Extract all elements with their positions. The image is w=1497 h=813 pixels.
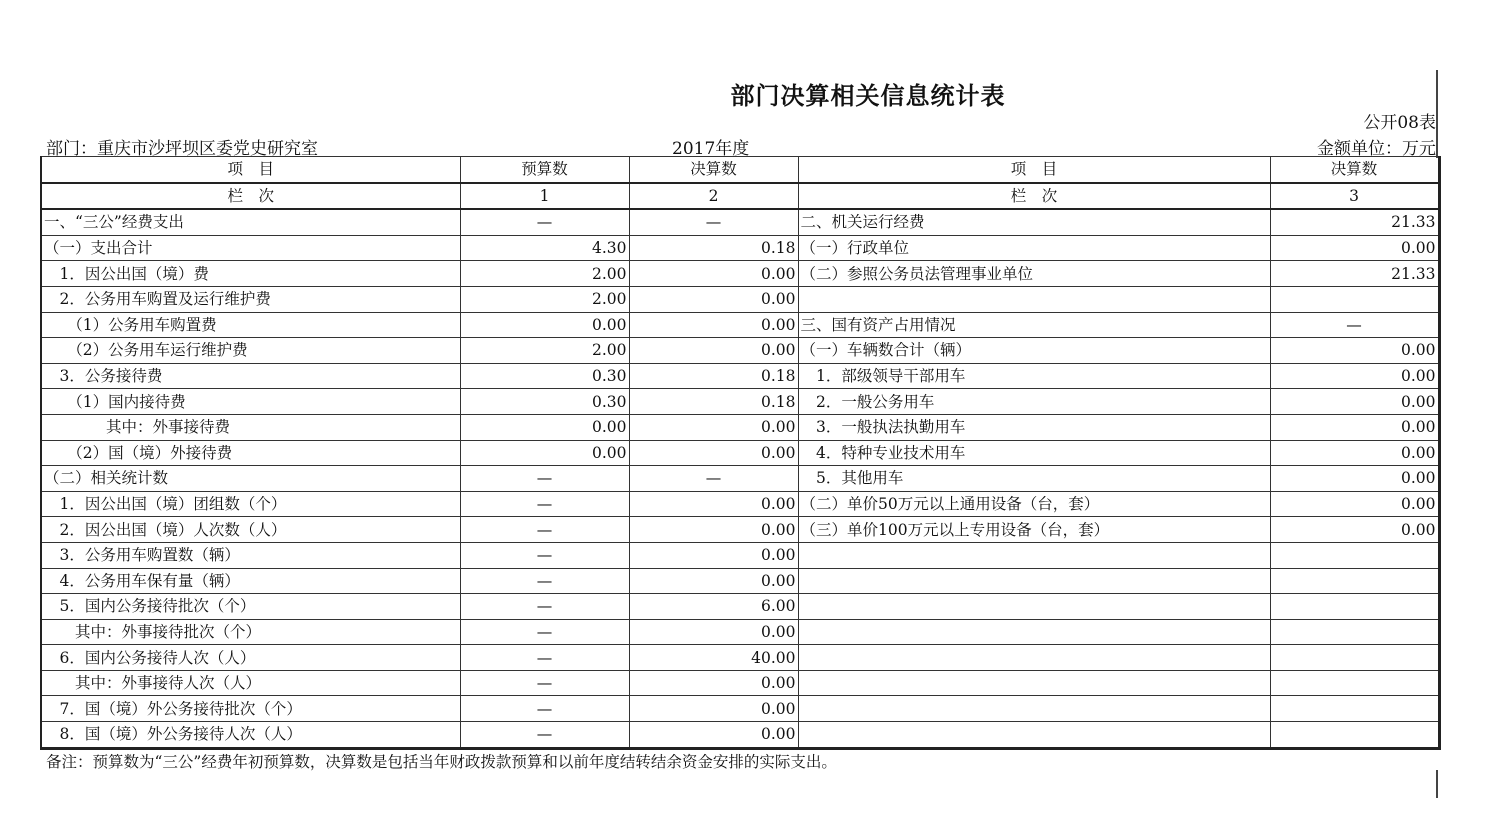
row-final-right (1270, 568, 1439, 594)
table-row (41, 619, 1439, 645)
row-item-left: 5．国内公务接待批次（个） (41, 594, 460, 620)
table-row (41, 209, 1439, 235)
row-item-right: 5．其他用车 (798, 466, 1270, 492)
row-item-left: （一）支出合计 (41, 235, 460, 261)
row-item-right: （三）单价100万元以上专用设备（台，套） (798, 517, 1270, 543)
row-item-right (798, 670, 1270, 696)
row-item-right (798, 696, 1270, 722)
row-budget: 0.30 (460, 389, 629, 415)
header-item-right: 项 目 (798, 157, 1270, 183)
table-row (41, 312, 1439, 338)
form-code: 公开08表 (1363, 113, 1436, 133)
row-item-right: （二）参照公务员法管理事业单位 (798, 261, 1270, 287)
row-final-left: 40.00 (629, 645, 798, 671)
row-item-left: 2．公务用车购置及运行维护费 (41, 286, 460, 312)
row-budget: — (460, 209, 629, 235)
row-final-left: 0.00 (629, 312, 798, 338)
header-item-left: 项 目 (41, 157, 460, 183)
row-budget: — (460, 696, 629, 722)
row-final-right (1270, 286, 1439, 312)
subheader-col-label-right: 栏 次 (798, 183, 1270, 210)
table-row (41, 286, 1439, 312)
row-item-left: （1）国内接待费 (41, 389, 460, 415)
row-budget: — (460, 517, 629, 543)
department-label: 部门：重庆市沙坪坝区委党史研究室 (46, 139, 318, 159)
row-item-right: 三、国有资产占用情况 (798, 312, 1270, 338)
row-final-right: 0.00 (1270, 491, 1439, 517)
row-final-left: 0.00 (629, 338, 798, 364)
row-final-right (1270, 670, 1439, 696)
table-row (41, 389, 1439, 415)
row-item-left: 3．公务用车购置数（辆） (41, 542, 460, 568)
row-final-left: 0.00 (629, 491, 798, 517)
table-row (41, 568, 1439, 594)
table-row (41, 466, 1439, 492)
row-budget: 2.00 (460, 286, 629, 312)
row-item-right: 1．部级领导干部用车 (798, 363, 1270, 389)
table-row (41, 491, 1439, 517)
row-final-right (1270, 619, 1439, 645)
table-row (41, 696, 1439, 722)
row-final-left: 0.00 (629, 286, 798, 312)
row-final-left: 0.00 (629, 670, 798, 696)
row-item-left: 1．因公出国（境）费 (41, 261, 460, 287)
table-row (41, 670, 1439, 696)
subheader-c3: 3 (1270, 183, 1439, 210)
row-budget: — (460, 670, 629, 696)
row-final-right: 0.00 (1270, 466, 1439, 492)
row-final-right: — (1270, 312, 1439, 338)
row-item-left: 一、“三公”经费支出 (41, 209, 460, 235)
row-final-right: 0.00 (1270, 363, 1439, 389)
table-row (41, 722, 1439, 749)
row-item-right: （一）车辆数合计（辆） (798, 338, 1270, 364)
row-final-right: 0.00 (1270, 440, 1439, 466)
row-final-right (1270, 722, 1439, 749)
row-final-right: 0.00 (1270, 414, 1439, 440)
row-final-left: 0.00 (629, 722, 798, 749)
table-row (41, 440, 1439, 466)
row-final-left: — (629, 209, 798, 235)
table-row (41, 594, 1439, 620)
row-final-right: 21.33 (1270, 209, 1439, 235)
row-final-left: 0.18 (629, 389, 798, 415)
table-row (41, 363, 1439, 389)
table-row (41, 542, 1439, 568)
row-final-left: 0.00 (629, 261, 798, 287)
row-final-left: 0.00 (629, 440, 798, 466)
row-budget: — (460, 466, 629, 492)
page-edge-line (1436, 70, 1438, 158)
table-row (41, 261, 1439, 287)
row-item-left: （二）相关统计数 (41, 466, 460, 492)
row-budget: 2.00 (460, 338, 629, 364)
row-item-right (798, 542, 1270, 568)
row-budget: 4.30 (460, 235, 629, 261)
row-item-left: （2）公务用车运行维护费 (41, 338, 460, 364)
unit-label: 金额单位：万元 (1317, 139, 1436, 159)
table-row (41, 414, 1439, 440)
row-item-left: 其中：外事接待批次（个） (41, 619, 460, 645)
row-final-left: — (629, 466, 798, 492)
subheader-c1: 1 (460, 183, 629, 210)
row-final-left: 0.00 (629, 568, 798, 594)
row-item-left: （1）公务用车购置费 (41, 312, 460, 338)
row-item-right: 2．一般公务用车 (798, 389, 1270, 415)
header-budget: 预算数 (460, 157, 629, 183)
row-final-right: 0.00 (1270, 235, 1439, 261)
row-item-left: 6．国内公务接待人次（人） (41, 645, 460, 671)
row-final-right: 21.33 (1270, 261, 1439, 287)
table-row (41, 338, 1439, 364)
row-final-left: 0.00 (629, 517, 798, 543)
row-final-right (1270, 542, 1439, 568)
row-final-left: 0.18 (629, 363, 798, 389)
row-final-left: 0.00 (629, 619, 798, 645)
row-final-left: 0.00 (629, 414, 798, 440)
table-row (41, 235, 1439, 261)
row-item-right (798, 645, 1270, 671)
table-subheader-row (41, 183, 1439, 210)
row-item-right: 二、机关运行经费 (798, 209, 1270, 235)
row-item-left: 8．国（境）外公务接待人次（人） (41, 722, 460, 749)
row-budget: — (460, 568, 629, 594)
row-budget: — (460, 722, 629, 749)
row-final-right: 0.00 (1270, 517, 1439, 543)
subheader-c2: 2 (629, 183, 798, 210)
row-item-right (798, 286, 1270, 312)
row-budget: — (460, 619, 629, 645)
row-final-left: 6.00 (629, 594, 798, 620)
row-item-left: 其中：外事接待人次（人） (41, 670, 460, 696)
row-budget: 0.00 (460, 414, 629, 440)
row-item-right: （二）单价50万元以上通用设备（台，套） (798, 491, 1270, 517)
row-budget: — (460, 645, 629, 671)
year-label: 2017年度 (672, 139, 750, 159)
row-budget: — (460, 594, 629, 620)
footnote: 备注：预算数为“三公”经费年初预算数，决算数是包括当年财政拨款预算和以前年度结转结余资金安排的实际支出。 (46, 753, 837, 771)
row-item-left: 1．因公出国（境）团组数（个） (41, 491, 460, 517)
row-item-left: 3．公务接待费 (41, 363, 460, 389)
table-row (41, 645, 1439, 671)
row-item-left: 其中：外事接待费 (41, 414, 460, 440)
row-item-right (798, 594, 1270, 620)
row-item-left: 7．国（境）外公务接待批次（个） (41, 696, 460, 722)
row-item-right (798, 619, 1270, 645)
table-row (41, 517, 1439, 543)
subheader-col-label-left: 栏 次 (41, 183, 460, 210)
table-header-row (41, 157, 1439, 183)
row-item-left: （2）国（境）外接待费 (41, 440, 460, 466)
row-item-right (798, 722, 1270, 749)
statistics-table (40, 156, 1441, 750)
header-final-left: 决算数 (629, 157, 798, 183)
row-budget: — (460, 491, 629, 517)
row-item-left: 4．公务用车保有量（辆） (41, 568, 460, 594)
row-budget: 2.00 (460, 261, 629, 287)
row-item-right (798, 568, 1270, 594)
row-item-right: 4．特种专业技术用车 (798, 440, 1270, 466)
row-item-left: 2．因公出国（境）人次数（人） (41, 517, 460, 543)
row-item-right: 3．一般执法执勤用车 (798, 414, 1270, 440)
row-item-right: （一）行政单位 (798, 235, 1270, 261)
row-budget: 0.00 (460, 440, 629, 466)
page-edge-line-bottom (1436, 770, 1438, 798)
row-final-left: 0.18 (629, 235, 798, 261)
row-final-left: 0.00 (629, 696, 798, 722)
row-final-right (1270, 696, 1439, 722)
page-title: 部门决算相关信息统计表 (730, 82, 1006, 110)
header-final-right: 决算数 (1270, 157, 1439, 183)
row-final-left: 0.00 (629, 542, 798, 568)
row-final-right: 0.00 (1270, 389, 1439, 415)
row-budget: 0.00 (460, 312, 629, 338)
row-budget: 0.30 (460, 363, 629, 389)
row-final-right (1270, 645, 1439, 671)
row-final-right (1270, 594, 1439, 620)
row-final-right: 0.00 (1270, 338, 1439, 364)
row-budget: — (460, 542, 629, 568)
